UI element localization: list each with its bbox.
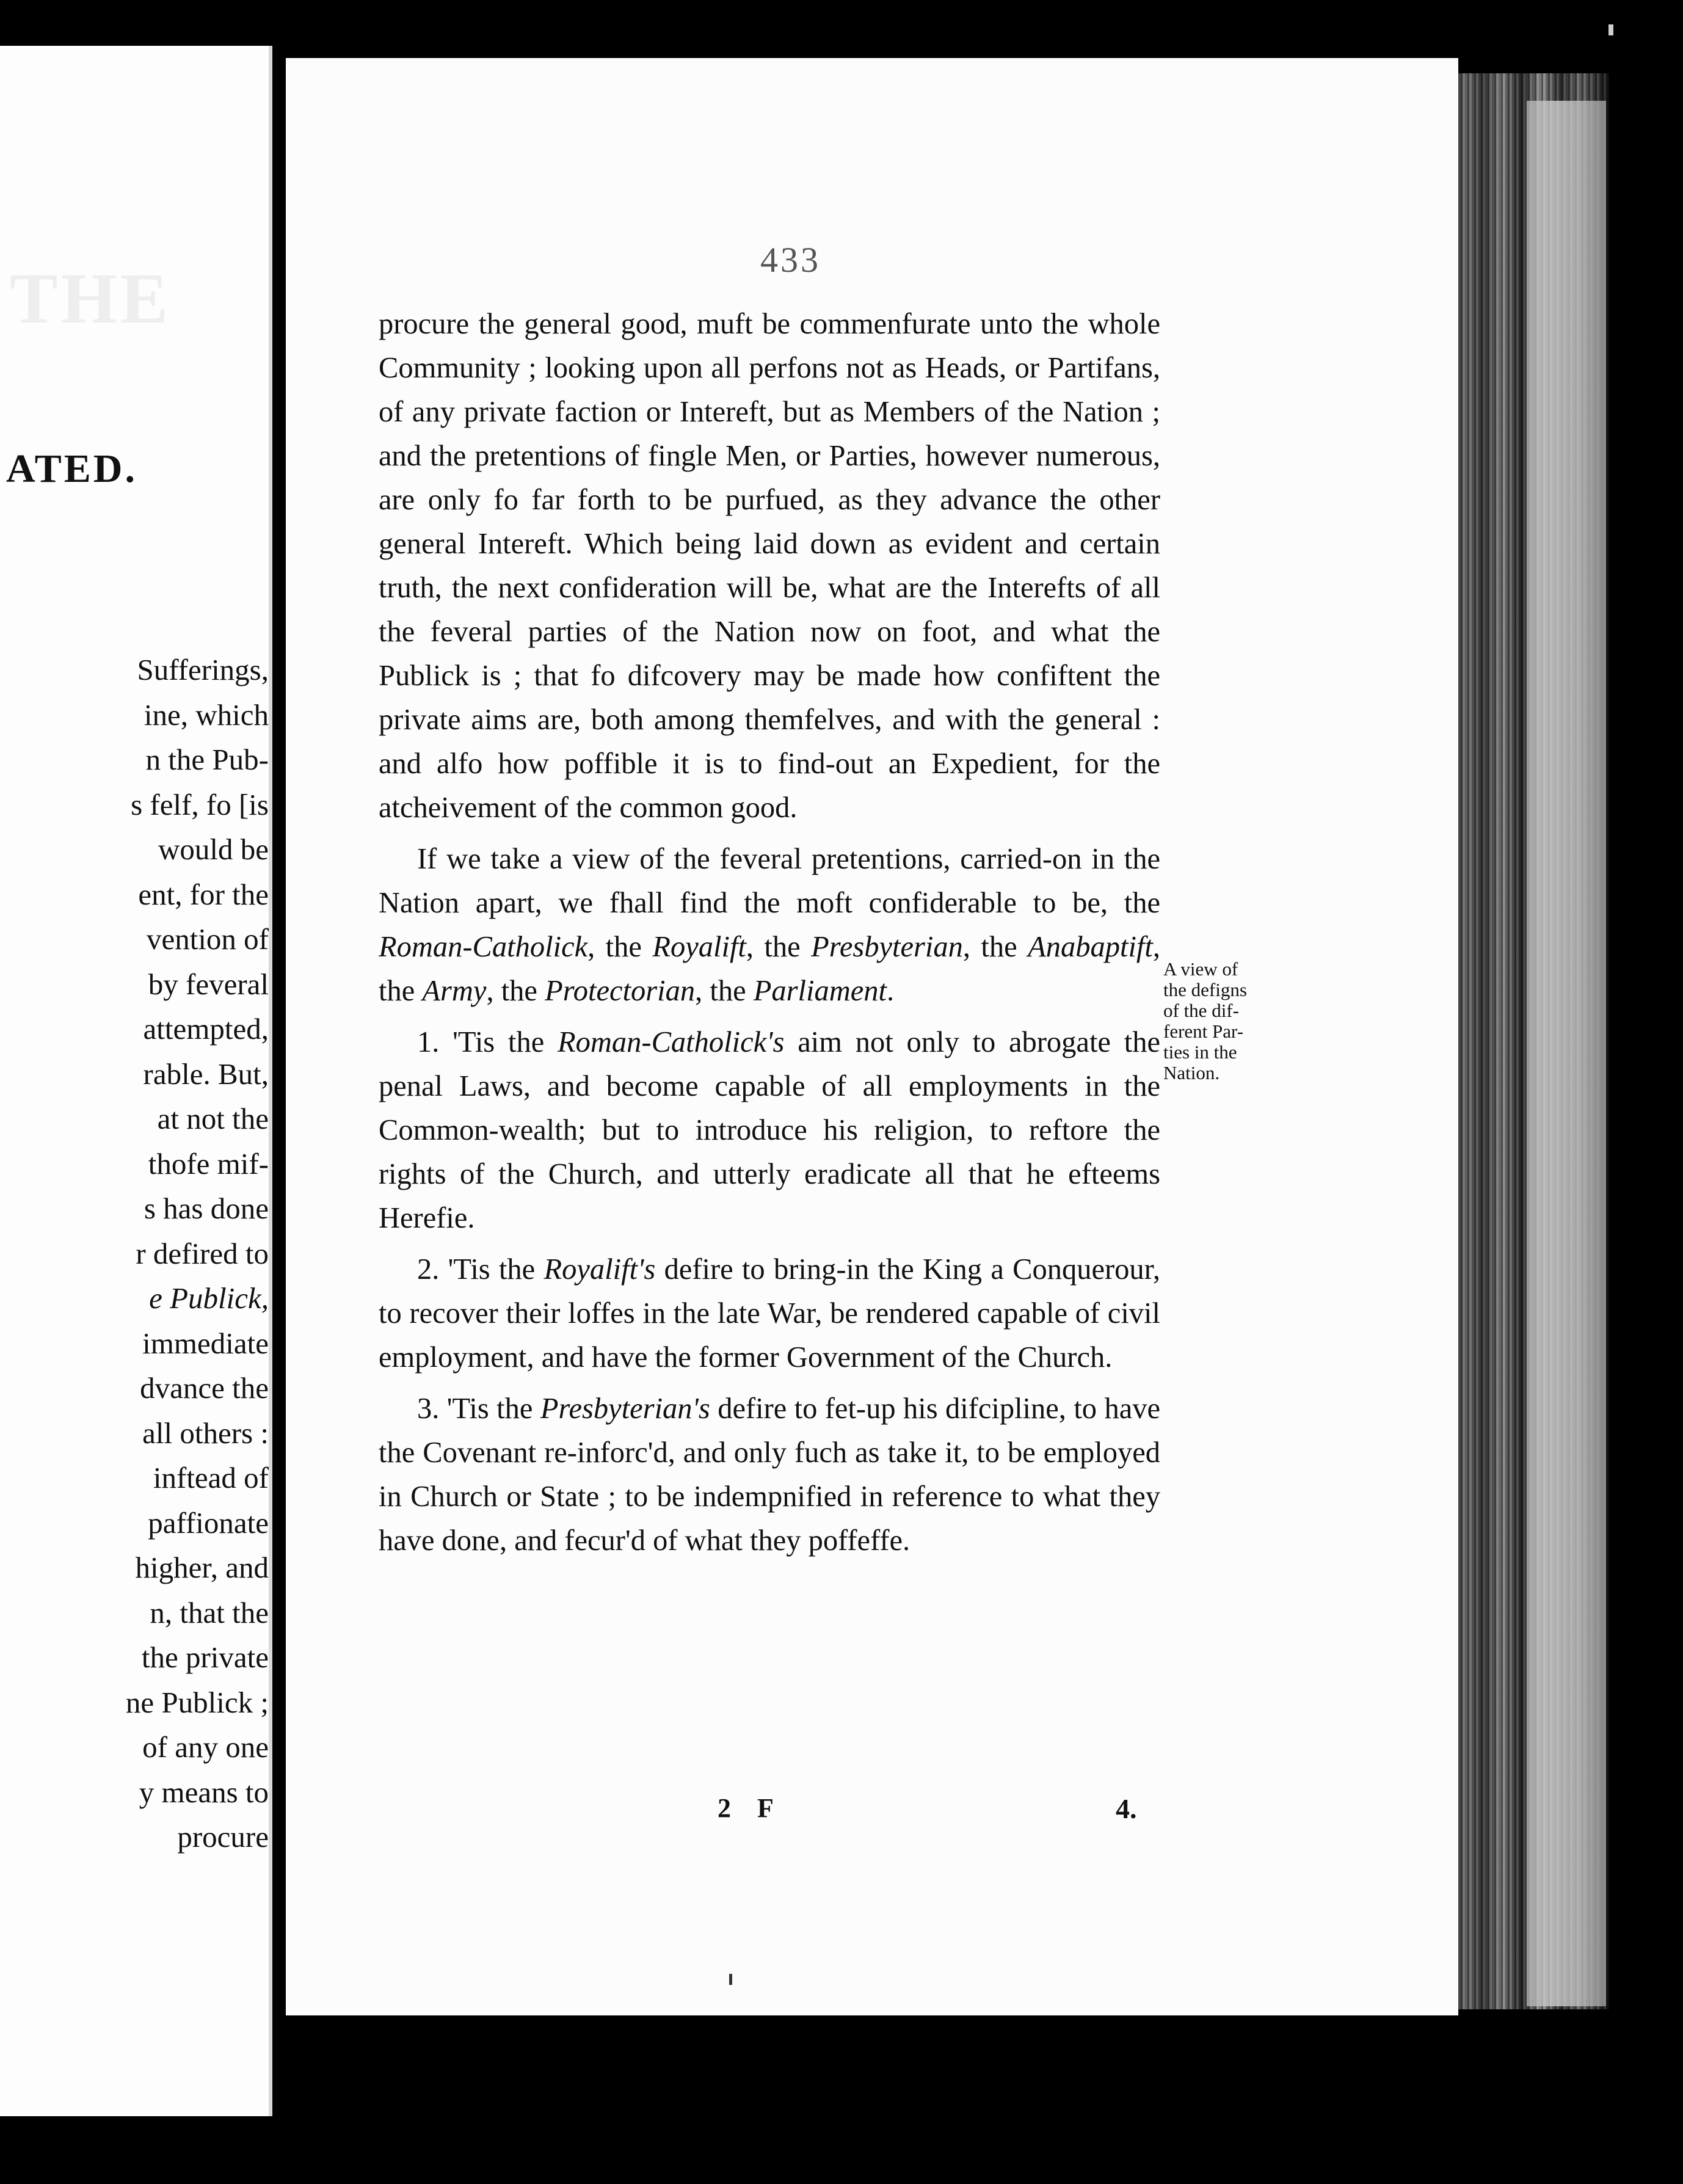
italic-run: Presbyterian [811, 931, 963, 963]
text-run: 1. 'Tis the [417, 1026, 558, 1058]
paragraph-parties [379, 837, 1160, 1013]
text-run: defire to fet-up his difcipline, to have the Covenant re-inforc'd, and only fuch as take it, to be employed in Church or State ; to be indempnified in reference to what they have done, and fecur'd of what they poffeffe. [379, 1392, 1160, 1557]
text-run: aim not only to abrogate the penal Laws, and become capable of all employments in the Common-wealth; but to introduce his religion, to reftore the rights of the Church, and utterly eradicate all that he efteems Herefie. [379, 1026, 1161, 1234]
left-line: thofe mif- [148, 1146, 269, 1181]
left-line: inftead of [153, 1461, 269, 1494]
signature-mark: 2 F [718, 1793, 783, 1823]
left-page-title: ATED. [6, 446, 137, 491]
italic-run: Royalift [652, 931, 746, 963]
text-run: , the [746, 931, 812, 963]
left-line: would be [158, 832, 269, 866]
left-line: r defired to [136, 1236, 269, 1270]
italic-run: Roman-Catholick [379, 931, 588, 963]
left-line: attempted, [143, 1012, 269, 1046]
text-run: 3. 'Tis the [417, 1392, 540, 1425]
text-run: , the [379, 931, 1160, 1007]
left-line: vention of [146, 922, 269, 956]
italic-run: Parliament [753, 975, 887, 1007]
catchword: 4. [1116, 1793, 1137, 1824]
italic-run: Protectorian [545, 975, 696, 1007]
left-page-text [0, 647, 269, 1860]
left-line: ent, for the [138, 877, 269, 911]
marginal-note-line: ties in the [1163, 1041, 1237, 1063]
paragraph-continuation: procure the general good, muft be commenfurate unto the whole Community ; looking upon all perfons not as Heads, or Partifans, of any private faction or Intereft, but as Members of the Nation ; and the pretentions of fingle Men, or Parties, however numerous, are only fo far forth to be purfued, as they advance the other general Intereft. Which being laid down as evident and certain truth, the next confideration will be, what are the Interefts of all the feveral parties of the Nation now on foot, and what the Publick is ; that fo difcovery may be made how confiftent the private aims are, both among themfelves, and with the general : and alfo how poffible it is to find-out an Expedient, for the atcheivement of the common good. [379, 308, 1160, 824]
text-run: 2. 'Tis the [417, 1253, 544, 1286]
foot-mark [729, 1974, 732, 1985]
paragraph-roman-catholick [379, 1021, 1160, 1240]
page-number: 433 [760, 240, 821, 280]
text-run: , the [962, 931, 1028, 963]
italic-run: Anabaptift [1028, 931, 1153, 963]
marginal-note-line: Nation. [1163, 1062, 1220, 1083]
marginal-note-line: the defigns [1163, 979, 1247, 1000]
text-run: . [887, 975, 895, 1007]
left-line: n the Pub- [145, 743, 269, 776]
marginal-note-line: ferent Par- [1163, 1021, 1244, 1042]
text-run: If we take a view of the feveral pretentions, carried-on in the Nation apart, we fhall find the moft confiderable to be, the [379, 843, 1160, 919]
text-run: , the [587, 931, 653, 963]
left-line: dvance the [140, 1371, 269, 1405]
left-line: n, that the [150, 1595, 269, 1629]
left-line: e Publick, [149, 1281, 269, 1315]
left-line: y means to [139, 1775, 269, 1809]
italic-run: Army [422, 975, 487, 1007]
left-line: at not the [157, 1102, 269, 1135]
left-line: s has done [144, 1192, 269, 1225]
paragraph-royalist [379, 1248, 1160, 1380]
left-line: paffionate [148, 1505, 269, 1540]
left-line: the private [141, 1640, 269, 1674]
marginal-note-line: of the dif- [1163, 1000, 1239, 1021]
italic-run: Royalift's [543, 1253, 656, 1286]
left-line: Sufferings, [137, 653, 269, 686]
left-line: of any one [142, 1730, 269, 1764]
corner-mark [1608, 24, 1613, 35]
italic-run: Roman-Catholick's [558, 1026, 785, 1058]
left-page [0, 46, 272, 2116]
text-run: , the [695, 975, 754, 1007]
marginal-note [1163, 959, 1255, 1083]
left-line: higher, and [135, 1551, 269, 1584]
text-run: defire to bring-in the King a Conquerour, to recover their loffes in the late War, be rendered capable of civil employment, and have the former Government of the Church. [379, 1253, 1160, 1374]
left-line: ne Publick ; [125, 1685, 269, 1719]
body-text [379, 302, 1160, 1563]
paragraph-presbyterian [379, 1387, 1160, 1563]
left-line: procure [177, 1820, 269, 1854]
left-line: ine, which [144, 697, 269, 732]
left-line: s felf, fo [is [131, 787, 269, 821]
marginal-note-line: A view of [1163, 958, 1238, 980]
left-line: immediate [142, 1326, 269, 1360]
left-line: by feveral [148, 967, 269, 1001]
text-run: , the [486, 975, 545, 1007]
left-line: all others : [142, 1416, 269, 1450]
left-page-heading: THE [10, 258, 172, 338]
italic-run: Presbyterian's [540, 1392, 710, 1425]
left-line: rable. But, [143, 1057, 269, 1091]
book-fore-edge-highlight [1527, 101, 1606, 2006]
